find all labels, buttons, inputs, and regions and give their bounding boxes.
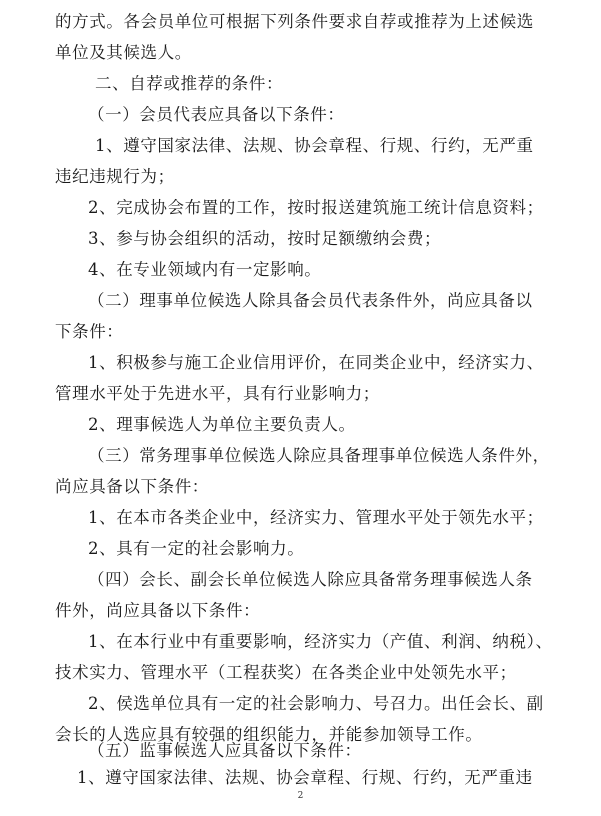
text-line: 二、自荐或推荐的条件： bbox=[95, 74, 284, 93]
text-line: 1、在本市各类企业中，经济实力、管理水平处于领先水平； bbox=[88, 508, 544, 527]
subsection-heading-1 bbox=[55, 99, 553, 130]
text-line: 单位及其候选人。 bbox=[55, 43, 192, 62]
text-line: 1、遵守国家法律、法规、协会章程、行规、行约，无严重违 bbox=[77, 768, 533, 787]
list-item-3-2 bbox=[55, 533, 553, 564]
list-item-1-4 bbox=[55, 254, 553, 285]
text-line: 尚应具备以下条件： bbox=[55, 477, 209, 496]
text-line: 3、参与协会组织的活动，按时足额缴纳会费； bbox=[88, 229, 442, 248]
section-heading-conditions bbox=[55, 68, 553, 99]
text-line: 1、在本行业中有重要影响，经济实力（产值、利润、纳税）、 bbox=[88, 632, 553, 651]
text-line: 2、完成协会布置的工作，按时报送建筑施工统计信息资料； bbox=[88, 198, 544, 217]
list-item-5-1 bbox=[55, 762, 553, 793]
text-line: （三）常务理事单位候选人除应具备理事单位候选人条件外， bbox=[88, 446, 550, 465]
text-line: 4、在专业领域内有一定影响。 bbox=[88, 260, 322, 279]
text-line: 管理水平处于先进水平，具有行业影响力； bbox=[55, 384, 380, 403]
text-line: 的方式。各会员单位可根据下列条件要求自荐或推荐为上述候选 bbox=[55, 12, 534, 31]
text-line: 1、积极参与施工企业信用评价，在同类企业中，经济实力、 bbox=[88, 353, 544, 372]
text-line: （一）会员代表应具备以下条件： bbox=[88, 105, 345, 124]
text-line: 件外，尚应具备以下条件： bbox=[55, 601, 261, 620]
page-number: 2 bbox=[297, 791, 304, 801]
list-item-2-1 bbox=[55, 347, 553, 409]
list-item-3-1 bbox=[55, 502, 553, 533]
list-item-2-2 bbox=[55, 409, 553, 440]
text-line: 1、遵守国家法律、法规、协会章程、行规、行约，无严重 bbox=[95, 136, 534, 155]
subsection-heading-4 bbox=[55, 564, 553, 626]
text-line: （四）会长、副会长单位候选人除应具备常务理事候选人条 bbox=[88, 570, 533, 589]
text-line: 2、侯选单位具有一定的社会影响力、号召力。出任会长、副 bbox=[88, 694, 544, 713]
paragraph-intro-continued bbox=[55, 6, 553, 68]
subsection-heading-3 bbox=[55, 440, 553, 502]
list-item-4-1 bbox=[55, 626, 553, 688]
text-line: （二）理事单位候选人除具备会员代表条件外，尚应具备以 bbox=[88, 291, 533, 310]
text-line: 技术实力、管理水平（工程获奖）在各类企业中处领先水平； bbox=[55, 663, 517, 682]
text-line: 下条件： bbox=[55, 322, 124, 341]
list-item-1-1 bbox=[55, 130, 553, 192]
text-line: 2、理事候选人为单位主要负责人。 bbox=[88, 415, 356, 434]
list-item-1-2 bbox=[55, 192, 553, 223]
text-line: （五）监事候选人应具备以下条件： bbox=[88, 741, 362, 760]
text-line: 违纪违规行为； bbox=[55, 167, 175, 186]
text-line: 会长的人选应具有较强的组织能力，并能参加领导工作。 bbox=[55, 725, 483, 744]
list-item-1-3 bbox=[55, 223, 553, 254]
subsection-heading-2 bbox=[55, 285, 553, 347]
text-line: 2、具有一定的社会影响力。 bbox=[88, 539, 305, 558]
